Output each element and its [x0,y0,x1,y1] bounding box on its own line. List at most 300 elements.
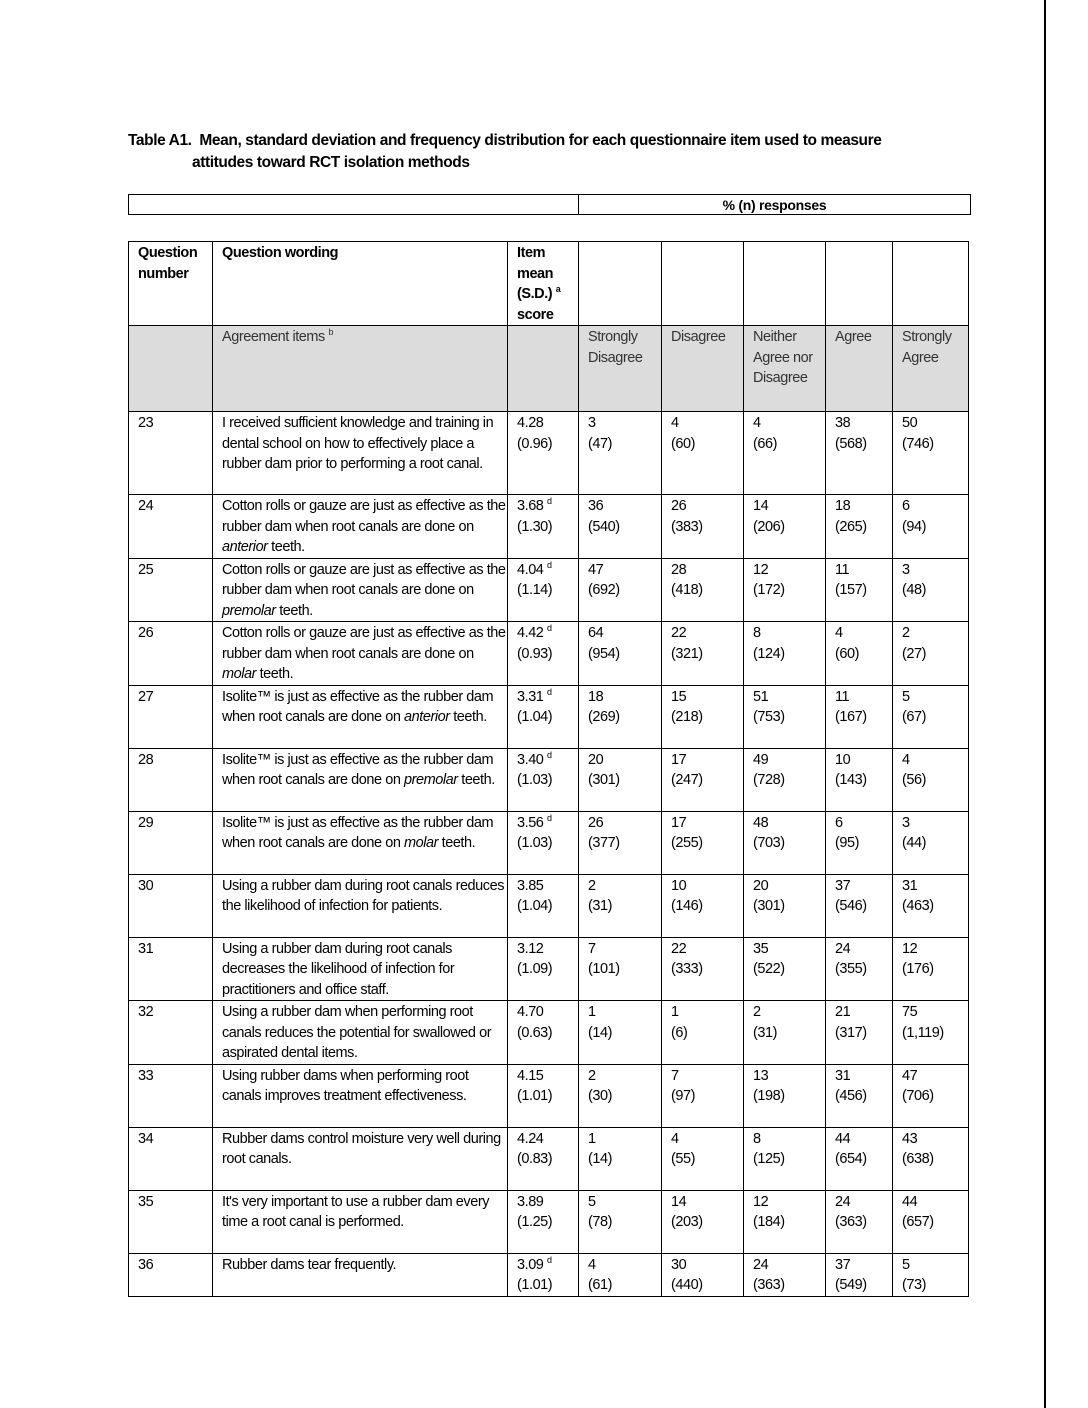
count-value: (363) [753,1277,785,1293]
count-value: (440) [671,1277,703,1293]
count-value: (463) [902,898,934,914]
question-number: 25 [129,558,213,622]
sd-value: (0.96) [517,435,553,452]
response-strongly-disagree [579,1253,662,1296]
percent-value: 12 [753,1193,769,1210]
question-text-end: teeth. [457,772,495,788]
percent-value: 44 [902,1193,918,1210]
percent-value: 15 [671,688,687,705]
item-mean [508,748,579,811]
header-blank-4 [826,242,893,326]
count-value: (31) [588,898,612,914]
percent-value: 14 [671,1193,687,1210]
percent-value: 44 [835,1130,851,1147]
question-wording [213,1253,508,1296]
response-strongly-disagree [579,622,662,686]
response-strongly-disagree [579,495,662,559]
percent-value: 8 [753,625,761,641]
percent-value: 1 [588,1130,596,1147]
count-value: (67) [902,709,926,725]
mean-footnote: d [547,559,552,570]
header-item-mean-score: score [517,306,554,323]
count-value: (746) [902,435,934,452]
header-question-number: Question number [129,242,213,326]
question-text: Using a rubber dam during root canals reduces the likelihood of infection for patients. [222,877,504,914]
question-number: 33 [129,1064,213,1127]
percent-value: 28 [671,561,687,578]
count-value: (317) [835,1024,867,1041]
response-disagree [662,412,744,495]
percent-value: 2 [588,877,596,894]
response-strongly-disagree [579,874,662,937]
question-text-end: teeth. [267,539,305,555]
sd-value: (1.14) [517,582,553,598]
response-strongly-agree [893,811,969,874]
count-value: (95) [835,835,859,851]
response-disagree [662,937,744,1001]
percent-value: 24 [753,1256,769,1273]
question-text: Isolite™ is just as effective as the rubber dam when root canals are done on [222,688,494,725]
agreement-items-text: Agreement items [222,329,325,345]
percent-value: 3 [588,415,596,431]
question-text: Cotton rolls or gauze are just as effective as the rubber dam when root canals are done on [222,498,506,535]
count-value: (94) [902,518,926,535]
header-blank-1 [579,242,662,326]
percent-value: 47 [902,1067,918,1084]
response-strongly-agree [893,1064,969,1127]
response-neither [744,1127,826,1190]
response-strongly-agree [893,685,969,748]
percent-value: 12 [902,940,918,957]
item-mean [508,412,579,495]
mean-value: 4.15 [517,1067,544,1084]
question-number: 30 [129,874,213,937]
question-number: 31 [129,937,213,1001]
response-disagree [662,1190,744,1253]
mean-value: 3.09 [517,1256,544,1273]
count-value: (265) [835,518,867,535]
percent-value: 8 [753,1130,761,1147]
question-number: 23 [129,412,213,495]
count-value: (60) [835,645,859,662]
percent-value: 6 [835,814,843,831]
response-agree [826,412,893,495]
sd-value: (1.25) [517,1214,553,1230]
sd-value: (1.30) [517,518,553,535]
percent-value: 4 [588,1256,596,1273]
percent-value: 48 [753,814,769,831]
table-row [129,937,969,1001]
percent-value: 43 [902,1130,918,1147]
percent-value: 13 [753,1067,769,1084]
response-strongly-agree [893,495,969,559]
count-value: (198) [753,1088,785,1104]
count-value: (355) [835,961,867,977]
item-mean [508,685,579,748]
mean-footnote: d [547,749,552,760]
response-agree [826,1190,893,1253]
percent-value: 4 [753,415,761,431]
sd-value: (1.01) [517,1277,553,1293]
response-neither [744,874,826,937]
item-mean [508,811,579,874]
question-wording [213,622,508,686]
count-value: (124) [753,645,785,662]
header-item-mean [508,242,579,326]
response-disagree [662,748,744,811]
question-text-end: teeth. [256,666,294,682]
agreement-header-row [129,326,969,412]
mean-value: 4.24 [517,1130,544,1147]
header-strongly-disagree: Strongly Disagree [579,326,662,412]
response-strongly-agree [893,412,969,495]
responses-header-table [128,194,971,215]
response-strongly-disagree [579,937,662,1001]
response-neither [744,811,826,874]
percent-value: 5 [902,688,910,705]
response-agree [826,811,893,874]
question-number: 27 [129,685,213,748]
mean-value: 4.28 [517,415,544,431]
count-value: (167) [835,709,867,725]
percent-value: 22 [671,940,687,957]
count-value: (333) [671,961,703,977]
response-agree [826,1253,893,1296]
count-value: (78) [588,1214,612,1230]
question-text-emphasis: anterior [404,709,450,725]
question-wording [213,1127,508,1190]
mean-value: 3.40 [517,751,544,768]
mean-footnote: d [547,812,552,823]
count-value: (203) [671,1214,703,1230]
response-disagree [662,1064,744,1127]
count-value: (255) [671,835,703,851]
question-text: Rubber dams control moisture very well during root canals. [222,1130,501,1167]
count-value: (206) [753,518,785,535]
question-text-end: teeth. [438,835,476,851]
response-strongly-disagree [579,1001,662,1065]
question-number: 29 [129,811,213,874]
item-mean [508,622,579,686]
table-row [129,1190,969,1253]
sd-value: (1.03) [517,835,553,851]
percent-value: 22 [671,625,687,641]
percent-value: 11 [835,688,850,705]
response-neither [744,685,826,748]
response-neither [744,1001,826,1065]
count-value: (568) [835,435,867,452]
count-value: (44) [902,835,926,851]
question-wording [213,1064,508,1127]
table-row [129,685,969,748]
count-value: (247) [671,772,703,788]
question-text-emphasis: anterior [222,539,268,555]
count-value: (48) [902,582,926,598]
response-disagree [662,622,744,686]
table-row [129,1001,969,1065]
sd-value: (0.83) [517,1151,553,1167]
percent-value: 49 [753,751,769,768]
percent-value: 2 [753,1004,761,1020]
response-strongly-disagree [579,811,662,874]
mean-value: 4.04 [517,561,544,578]
header-item-mean-text: Item mean (S.D.) [517,245,554,302]
question-text: Rubber dams tear frequently. [222,1256,397,1273]
response-agree [826,685,893,748]
table-caption [128,130,988,174]
response-agree [826,937,893,1001]
percent-value: 4 [835,625,843,641]
header-item-mean-sup: a [555,284,561,295]
count-value: (31) [753,1024,777,1041]
count-value: (728) [753,772,785,788]
count-value: (146) [671,898,703,914]
percent-value: 37 [835,877,851,894]
percent-value: 35 [753,940,769,957]
item-mean [508,1001,579,1065]
mean-value: 3.85 [517,877,544,894]
question-text: Using rubber dams when performing root canals improves treatment effectiveness. [222,1067,469,1104]
table-row [129,1253,969,1296]
percent-value: 38 [835,415,851,431]
count-value: (549) [835,1277,867,1293]
response-neither [744,1190,826,1253]
percent-value: 36 [588,498,604,514]
response-strongly-agree [893,874,969,937]
percent-value: 17 [671,751,687,768]
response-neither [744,748,826,811]
count-value: (14) [588,1151,612,1167]
response-agree [826,558,893,622]
response-agree [826,874,893,937]
item-mean [508,1064,579,1127]
question-text-emphasis: molar [404,835,439,851]
count-value: (753) [753,709,785,725]
header-blank-2 [662,242,744,326]
count-value: (61) [588,1277,612,1293]
sd-value: (1.01) [517,1088,553,1104]
response-disagree [662,495,744,559]
item-mean [508,874,579,937]
count-value: (418) [671,582,703,598]
item-mean [508,558,579,622]
table-row [129,748,969,811]
responses-header: % (n) responses [579,195,971,215]
mean-value: 3.31 [517,688,544,705]
mean-value: 4.42 [517,625,544,641]
response-agree [826,622,893,686]
percent-value: 20 [588,751,604,768]
percent-value: 7 [588,940,596,957]
count-value: (14) [588,1024,612,1041]
response-agree [826,748,893,811]
sd-value: (1.03) [517,772,553,788]
count-value: (218) [671,709,703,725]
question-wording [213,412,508,495]
percent-value: 18 [588,688,604,705]
mean-value: 3.89 [517,1193,544,1210]
question-wording [213,1190,508,1253]
item-mean [508,1127,579,1190]
header-strongly-agree: Strongly Agree [893,326,969,412]
response-strongly-agree [893,1253,969,1296]
count-value: (30) [588,1088,612,1104]
percent-value: 75 [902,1004,918,1020]
percent-value: 1 [588,1004,596,1020]
response-strongly-agree [893,937,969,1001]
response-strongly-agree [893,1190,969,1253]
table-row [129,1064,969,1127]
question-number: 36 [129,1253,213,1296]
table-row [129,1127,969,1190]
response-strongly-disagree [579,685,662,748]
count-value: (101) [588,961,620,977]
header-disagree: Disagree [662,326,744,412]
response-neither [744,1253,826,1296]
percent-value: 20 [753,877,769,894]
question-text: Using a rubber dam when performing root canals reduces the potential for swallowed or aspirated dental items. [222,1004,492,1061]
question-wording [213,937,508,1001]
question-number: 26 [129,622,213,686]
question-wording [213,874,508,937]
percent-value: 4 [671,415,679,431]
header-blank-5 [893,242,969,326]
agreement-items-sup: b [328,327,334,338]
response-agree [826,1064,893,1127]
percent-value: 3 [902,814,910,831]
question-number: 28 [129,748,213,811]
question-number: 35 [129,1190,213,1253]
response-neither [744,495,826,559]
response-strongly-disagree [579,748,662,811]
response-strongly-agree [893,622,969,686]
percent-value: 4 [671,1130,679,1147]
response-disagree [662,1001,744,1065]
sd-value: (1.04) [517,898,553,914]
percent-value: 26 [588,814,604,831]
question-number: 34 [129,1127,213,1190]
response-disagree [662,1253,744,1296]
response-disagree [662,811,744,874]
question-number: 32 [129,1001,213,1065]
response-strongly-disagree [579,412,662,495]
percent-value: 2 [902,625,910,641]
count-value: (172) [753,582,785,598]
percent-value: 64 [588,625,604,641]
mean-value: 4.70 [517,1004,544,1020]
percent-value: 18 [835,498,851,514]
percent-value: 31 [902,877,918,894]
question-wording [213,1001,508,1065]
question-text-emphasis: premolar [222,602,276,619]
mean-footnote: d [547,496,552,507]
question-text-end: teeth. [449,709,487,725]
questionnaire-table [128,241,969,1297]
response-neither [744,412,826,495]
response-disagree [662,1127,744,1190]
caption-line2: attitudes toward RCT isolation methods [192,154,470,171]
question-text-emphasis: molar [222,666,257,682]
percent-value: 6 [902,498,910,514]
page-edge-rule [1044,0,1046,1408]
percent-value: 24 [835,940,851,957]
count-value: (301) [588,772,620,788]
percent-value: 11 [835,561,850,578]
response-strongly-disagree [579,1064,662,1127]
count-value: (6) [671,1024,688,1041]
percent-value: 7 [671,1067,679,1084]
mean-footnote: d [547,623,552,634]
header-neither: Neither Agree nor Disagree [744,326,826,412]
question-text: Cotton rolls or gauze are just as effective as the rubber dam when root canals are done on [222,625,506,662]
count-value: (55) [671,1151,695,1167]
question-text-emphasis: premolar [404,772,458,788]
count-value: (184) [753,1214,785,1230]
response-disagree [662,558,744,622]
sd-value: (0.93) [517,645,553,662]
response-neither [744,622,826,686]
count-value: (60) [671,435,695,452]
mean-footnote: d [547,686,552,697]
header-agree: Agree [826,326,893,412]
count-value: (522) [753,961,785,977]
table-row [129,558,969,622]
response-strongly-agree [893,1001,969,1065]
count-value: (301) [753,898,785,914]
question-number: 24 [129,495,213,559]
percent-value: 3 [902,561,910,578]
agreement-mean-blank [508,326,579,412]
percent-value: 12 [753,561,769,578]
question-wording [213,748,508,811]
percent-value: 21 [835,1004,851,1020]
table-row [129,811,969,874]
question-wording [213,558,508,622]
count-value: (1,119) [902,1024,944,1041]
percent-value: 5 [902,1256,910,1273]
percent-value: 17 [671,814,687,831]
percent-value: 26 [671,498,687,514]
response-disagree [662,874,744,937]
response-strongly-agree [893,1127,969,1190]
count-value: (321) [671,645,703,662]
percent-value: 37 [835,1256,851,1273]
question-wording [213,685,508,748]
question-text: Isolite™ is just as effective as the rubber dam when root canals are done on [222,814,494,851]
table-row [129,495,969,559]
count-value: (66) [753,435,777,452]
percent-value: 2 [588,1067,596,1084]
response-agree [826,1127,893,1190]
response-agree [826,1001,893,1065]
item-mean [508,1190,579,1253]
sd-value: (0.63) [517,1024,553,1041]
question-wording [213,495,508,559]
count-value: (638) [902,1151,934,1167]
sd-value: (1.09) [517,961,553,977]
count-value: (56) [902,772,926,788]
response-neither [744,558,826,622]
percent-value: 24 [835,1193,851,1210]
count-value: (47) [588,435,612,452]
sd-value: (1.04) [517,709,553,725]
table-row [129,874,969,937]
mean-value: 3.12 [517,940,544,957]
question-text: I received sufficient knowledge and training in dental school on how to effectively place a rubber dam prior to performing a root canal. [222,415,494,472]
response-strongly-disagree [579,1190,662,1253]
question-wording [213,811,508,874]
count-value: (363) [835,1214,867,1230]
